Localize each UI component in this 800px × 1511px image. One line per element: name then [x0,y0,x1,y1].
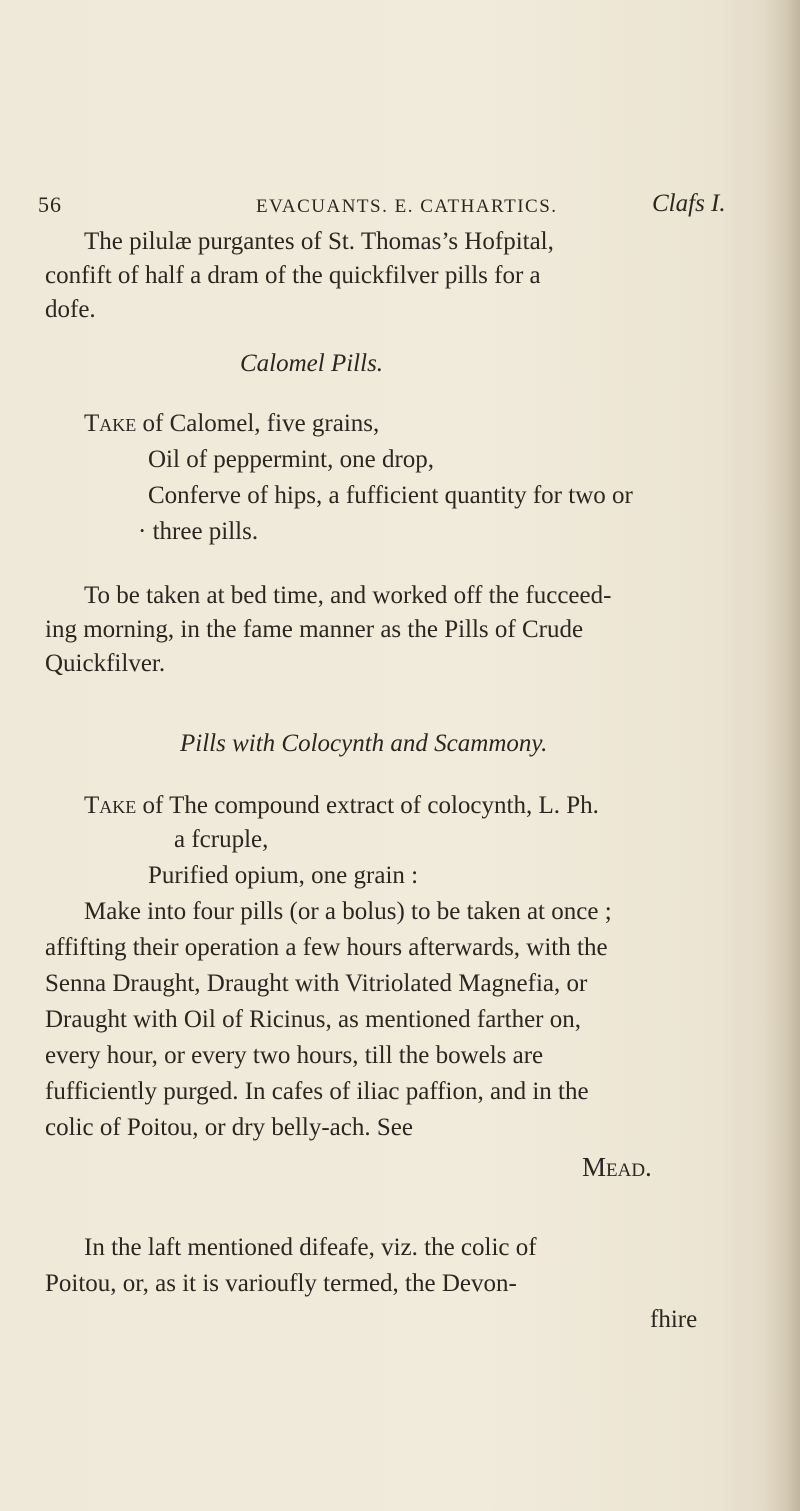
running-title: EVACUANTS. E. CATHARTICS. [256,196,558,217]
recipe-line [84,792,599,820]
catchword: fhire [650,1306,698,1333]
recipe-text: of The compound extract of colocynth, L. Ph. [142,792,599,819]
recipe-line: Draught with Oil of Ricinus, as mentioned farther on, [45,1006,581,1033]
directions-line: Quickfilver. [45,650,166,677]
section-title: Calomel Pills. [240,350,384,377]
recipe-line [84,410,379,438]
recipe-line: Conferve of hips, a fufficient quantity for two or [148,482,633,509]
section-title: Pills with Colocynth and Scammony. [180,730,548,757]
recipe-line: every hour, or every two hours, till the bowels are [45,1042,544,1069]
intro-line: dofe. [45,296,96,323]
directions-line: To be taken at bed time, and worked off the fucceed- [84,582,612,609]
closing-line: In the laft mentioned difeafe, viz. the colic of [84,1234,537,1261]
intro-line: confift of half a dram of the quickfilver pills for a [45,262,541,289]
recipe-line: colic of Poitou, or dry belly-ach. See [45,1114,413,1141]
recipe-line: Make into four pills (or a bolus) to be taken at once ; [84,898,612,925]
reference-mead: Mead. [582,1152,652,1182]
recipe-line: · three pills. [138,518,259,545]
recipe-text: of Calomel, five grains, [142,410,380,437]
recipe-line: Senna Draught, Draught with Vitriolated Magnefia, or [45,970,588,997]
page-number: 56 [38,192,62,217]
recipe-line: Purified opium, one grain : [148,862,419,889]
closing-line: Poitou, or, as it is varioufly termed, the Devon- [45,1270,517,1297]
directions-line: ing morning, in the fame manner as the Pills of Crude [45,616,584,643]
recipe-line: Oil of peppermint, one drop, [148,446,435,473]
intro-line: The pilulæ purgantes of St. Thomas’s Hofpital, [84,228,554,255]
recipe-line: affifting their operation a few hours afterwards, with the [45,934,608,961]
class-label: Clafs I. [652,190,726,217]
recipe-line: fufficiently purged. In cafes of iliac paffion, and in the [45,1078,589,1105]
take-word: Take [84,792,137,819]
recipe-line: a fcruple, [174,826,269,853]
take-word: Take [84,410,137,437]
page-edge-shadow [764,0,800,1511]
